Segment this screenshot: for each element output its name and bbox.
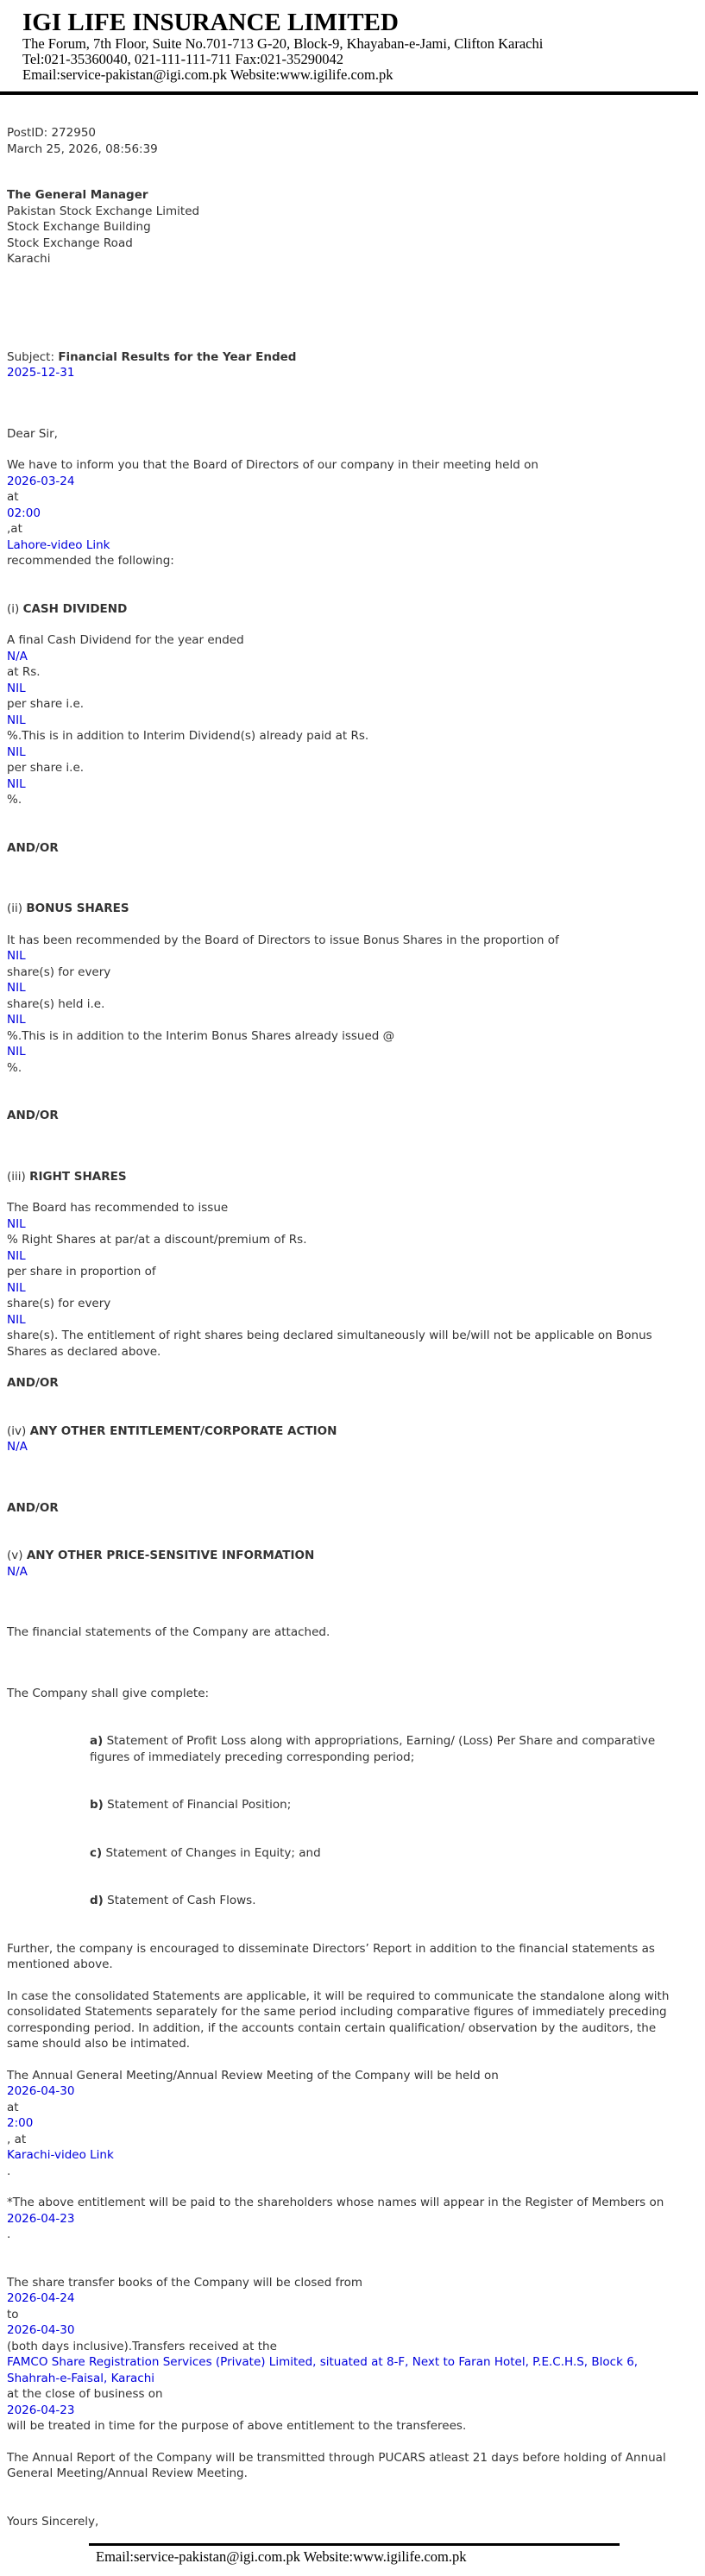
value-link[interactable]: NIL [7, 1013, 26, 1027]
list-item-c [90, 1845, 672, 1862]
text: (v) [7, 1549, 27, 1562]
value-link[interactable]: 2026-04-23 [7, 2403, 75, 2417]
value-link[interactable]: NIL [7, 1045, 26, 1059]
text-line [7, 2322, 672, 2339]
text-line [7, 2083, 672, 2100]
value-link[interactable]: N/A [7, 1440, 28, 1454]
agm-paragraph [7, 2068, 672, 2180]
text-line [7, 2307, 672, 2323]
text: % Right Shares at par/at a discount/premium of Rs. [7, 1233, 307, 1247]
company-phone: Tel:021-35360040, 021-111-111-711 Fax:021-35290042 [22, 51, 344, 67]
text: The financial statements of the Company are attached. [7, 1625, 330, 1639]
text-line [7, 632, 672, 649]
bold-text: BONUS SHARES [26, 902, 129, 915]
bold-text: AND/OR [7, 1109, 59, 1122]
text-line [7, 1232, 672, 1248]
bold-text: AND/OR [7, 1376, 59, 1390]
entitlement-paid-paragraph [7, 2195, 672, 2243]
value-link[interactable]: NIL [7, 1280, 26, 1295]
text-line [7, 1500, 672, 1517]
letter-body [7, 125, 672, 2529]
text-line [7, 2132, 672, 2148]
text-line [7, 2195, 672, 2211]
text: per share i.e. [7, 697, 85, 711]
text: ,at [7, 522, 22, 536]
text-line [7, 1328, 672, 1360]
value-link[interactable]: NIL [7, 1248, 26, 1263]
text-line [7, 1264, 672, 1280]
value-link[interactable]: NIL [7, 1312, 26, 1327]
text: A final Cash Dividend for the year ended [7, 633, 244, 647]
post-datetime: March 25, 2026, 08:56:39 [7, 141, 158, 156]
footer [89, 2543, 620, 2566]
list-item-a [90, 1733, 672, 1765]
text-line [90, 1893, 672, 1909]
text-line [7, 474, 672, 490]
text: %.This is in addition to the Interim Bonus Shares already issued @ [7, 1028, 395, 1043]
section-heading-cash-dividend [7, 601, 672, 618]
value-link[interactable]: 02:00 [7, 506, 41, 520]
text-line [7, 1423, 672, 1440]
text: (iv) [7, 1423, 30, 1438]
text: at the close of business on [7, 2387, 163, 2401]
right-shares-paragraph [7, 1200, 672, 1360]
company-title: IGI LIFE INSURANCE LIMITED [22, 9, 399, 36]
subject-block [7, 349, 672, 381]
text-line [7, 1108, 672, 1124]
text-line [7, 2115, 672, 2132]
bold-text: CASH DIVIDEND [22, 601, 128, 616]
section-heading-bonus-shares [7, 901, 672, 917]
give-complete-paragraph [7, 1686, 672, 1702]
text-line [7, 601, 672, 618]
text: recommended the following: [7, 554, 174, 568]
section-heading-right-shares [7, 1169, 672, 1185]
value-link[interactable]: 2026-03-24 [7, 474, 75, 488]
text: share(s) for every [7, 1297, 111, 1310]
bold-text: b) [90, 1798, 104, 1812]
subject-title: Financial Results for the Year Ended [58, 349, 297, 364]
text: %. [7, 793, 22, 807]
section-heading-other-entitlement [7, 1423, 672, 1455]
text-line [7, 2450, 672, 2482]
text-line [7, 1624, 672, 1641]
text: . [7, 2164, 11, 2178]
text: Statement of Financial Position; [103, 1798, 292, 1812]
text-line [7, 901, 672, 917]
text-line [7, 840, 672, 857]
text: We have to inform you that the Board of Directors of our company in their meeting held on [7, 458, 538, 472]
text: per share i.e. [7, 761, 85, 775]
text: The Annual General Meeting/Annual Review Meeting of the Company will be held on [7, 2068, 499, 2083]
text-line [7, 1200, 672, 1216]
recipient-line: Stock Exchange Building [7, 220, 151, 234]
list-item-d [90, 1893, 672, 1909]
text: (iii) [7, 1169, 30, 1184]
text-line [7, 728, 672, 745]
text: Statement of Profit Loss along with appropriations, Earning/ (Loss) Per Share and comparative figures of immediately preceding corresponding period; [90, 1734, 659, 1764]
text: will be treated in time for the purpose of above entitlement to the transferees. [7, 2419, 467, 2433]
section-heading-price-sensitive [7, 1548, 672, 1580]
footer-email-web: Email:service-pakistan@igi.com.pk Website:www.igilife.com.pk [96, 2548, 467, 2565]
bold-text: a) [90, 1734, 104, 1748]
text: The Board has recommended to issue [7, 1201, 229, 1215]
text-line [7, 760, 672, 776]
text-line [7, 1012, 672, 1028]
value-link[interactable]: NIL [7, 681, 26, 695]
text-line [7, 1989, 672, 2052]
text-line [7, 2386, 672, 2403]
text-line [7, 649, 672, 665]
value-link[interactable]: NIL [7, 1216, 26, 1231]
text-line [7, 457, 672, 474]
post-meta [7, 125, 672, 157]
value-link[interactable]: NIL [7, 981, 26, 995]
text-line [7, 948, 672, 964]
letterhead [22, 9, 705, 83]
text: share(s). The entitlement of right shares being declared simultaneously will be/will not be applicable on Bonus Shares as declared above. [7, 1329, 656, 1359]
text-line [7, 2403, 672, 2419]
text-line [7, 553, 672, 569]
value-link[interactable]: NIL [7, 745, 26, 759]
text-line [7, 2164, 672, 2180]
text-line [7, 2275, 672, 2291]
bold-text: ANY OTHER PRICE-SENSITIVE INFORMATION [26, 1549, 315, 1562]
consolidated-statements-paragraph [7, 1989, 672, 2052]
text-line [7, 996, 672, 1013]
text-line [7, 1169, 672, 1185]
text-line [7, 2339, 672, 2355]
text: The Annual Report of the Company will be transmitted through PUCARS atleast 21 days before holding of Annual General Meeting/Annual Review Meeting. [7, 2450, 670, 2480]
post-id: PostID: 272950 [7, 126, 96, 140]
text: Further, the company is encouraged to disseminate Directors’ Report in addition to the financial statements as mentioned above. [7, 1941, 659, 1971]
text-line [7, 1941, 672, 1973]
text-line [7, 1564, 672, 1580]
text: , at [7, 2132, 27, 2146]
text-line [7, 1248, 672, 1265]
text: per share in proportion of [7, 1265, 156, 1279]
and-or [7, 1500, 672, 1517]
statements-attached-paragraph [7, 1624, 672, 1641]
value-link[interactable]: NIL [7, 713, 26, 727]
directors-report-paragraph [7, 1941, 672, 1973]
text-line [7, 1312, 672, 1329]
recipient-line: Pakistan Stock Exchange Limited [7, 204, 200, 218]
text-line [7, 2147, 672, 2164]
text: (i) [7, 601, 23, 616]
recipient-name: The General Manager [7, 188, 148, 202]
text-line [7, 506, 672, 522]
text-line [7, 964, 672, 981]
value-link[interactable]: 2:00 [7, 2116, 34, 2130]
text-line [7, 1028, 672, 1045]
text: to [7, 2307, 19, 2322]
text-line [7, 537, 672, 554]
text: It has been recommended by the Board of Directors to issue Bonus Shares in the proportion of [7, 933, 559, 947]
text-line [7, 1296, 672, 1312]
text: (both days inclusive).Transfers received at the [7, 2339, 277, 2353]
share-transfer-paragraph [7, 2275, 672, 2435]
text-line [7, 1280, 672, 1297]
text-line [90, 1845, 672, 1862]
text: %. [7, 1060, 22, 1075]
company-email-web: Email:service-pakistan@igi.com.pk Website:www.igilife.com.pk [22, 66, 393, 83]
text: The Company shall give complete: [7, 1686, 210, 1700]
text-line [7, 792, 672, 808]
bold-text: AND/OR [7, 840, 59, 855]
text-line [7, 681, 672, 697]
letter-flow [7, 457, 672, 2482]
value-link[interactable]: Lahore-video Link [7, 537, 110, 552]
text-line [7, 1375, 672, 1392]
text: In case the consolidated Statements are applicable, it will be required to communicate the standalone along with consolidated Statements separately for the same period including comparative figures of immediately preceding corresponding period. In addition, if the accounts contain certain qualification/ observation by the auditors, the same should also be intimated. [7, 1989, 673, 2051]
recipient-block [7, 187, 672, 267]
value-link[interactable]: 2026-04-24 [7, 2291, 75, 2305]
text: share(s) held i.e. [7, 996, 105, 1011]
text: . [7, 2227, 11, 2241]
bold-text: ANY OTHER ENTITLEMENT/CORPORATE ACTION [29, 1423, 337, 1438]
and-or [7, 1375, 672, 1392]
text-line [7, 2354, 672, 2386]
list-item-b [90, 1797, 672, 1813]
value-link[interactable]: 2026-04-30 [7, 2084, 75, 2098]
recipient-line: Karachi [7, 252, 51, 266]
value-link[interactable]: NIL [7, 776, 26, 791]
value-link[interactable]: Karachi-video Link [7, 2148, 114, 2162]
closing: Yours Sincerely, [7, 2514, 99, 2529]
intro-paragraph [7, 457, 672, 569]
bonus-shares-paragraph [7, 933, 672, 1077]
text-line [7, 1216, 672, 1233]
text-line [7, 776, 672, 793]
text-line [7, 2290, 672, 2307]
text-line [7, 2227, 672, 2243]
and-or [7, 840, 672, 857]
subject-line [7, 349, 672, 366]
subject-date-link[interactable]: 2025-12-31 [7, 366, 75, 380]
text: at [7, 490, 19, 504]
text: The share transfer books of the Company will be closed from [7, 2275, 363, 2290]
text-line [7, 489, 672, 506]
text-line [90, 1797, 672, 1813]
company-address: The Forum, 7th Floor, Suite No.701-713 G-20, Block-9, Khayaban-e-Jami, Clifton Karachi [22, 35, 544, 52]
header-divider [0, 91, 698, 95]
text: %.This is in addition to Interim Dividend(s) already paid at Rs. [7, 729, 369, 743]
text-line [7, 2100, 672, 2116]
value-link[interactable]: N/A [7, 1564, 28, 1579]
text: at [7, 2100, 19, 2114]
annual-report-paragraph [7, 2450, 672, 2482]
text: (ii) [7, 902, 27, 915]
text-line [7, 521, 672, 537]
text: share(s) for every [7, 964, 111, 979]
text: *The above entitlement will be paid to the shareholders whose names will appear in the Register of Members on [7, 2196, 664, 2209]
bold-text: RIGHT SHARES [29, 1169, 127, 1184]
text-line [7, 713, 672, 729]
text-line [7, 745, 672, 761]
bold-text: AND/OR [7, 1500, 59, 1515]
value-link[interactable]: N/A [7, 649, 28, 663]
cash-dividend-paragraph [7, 632, 672, 808]
value-link[interactable]: FAMCO Share Registration Services (Private) Limited, situated at 8-F, Next to Faran Hotel, P.E.C.H.S, Block 6, Shahrah-e-Faisal, Karachi [7, 2355, 642, 2385]
recipient-line: Stock Exchange Road [7, 236, 133, 250]
text-line [7, 2211, 672, 2227]
bold-text: d) [90, 1894, 104, 1907]
text: at Rs. [7, 665, 41, 679]
text-line [7, 2418, 672, 2435]
text-line [7, 980, 672, 996]
bold-text: c) [90, 1845, 103, 1860]
value-link[interactable]: NIL [7, 949, 26, 963]
value-link[interactable]: 2026-04-30 [7, 2323, 75, 2337]
subject-label: Subject: [7, 349, 59, 364]
text-line [7, 1439, 672, 1455]
text-line [7, 1686, 672, 1702]
text-line [7, 664, 672, 681]
text: Statement of Changes in Equity; and [102, 1845, 321, 1860]
value-link[interactable]: 2026-04-23 [7, 2211, 75, 2226]
text-line [7, 1060, 672, 1077]
text-line [7, 1548, 672, 1564]
text-line [7, 696, 672, 713]
text-line [90, 1733, 672, 1765]
text-line [7, 1044, 672, 1060]
text-line [7, 2068, 672, 2084]
salutation: Dear Sir, [7, 426, 58, 441]
and-or [7, 1108, 672, 1124]
text-line [7, 933, 672, 949]
text: Statement of Cash Flows. [103, 1894, 256, 1907]
